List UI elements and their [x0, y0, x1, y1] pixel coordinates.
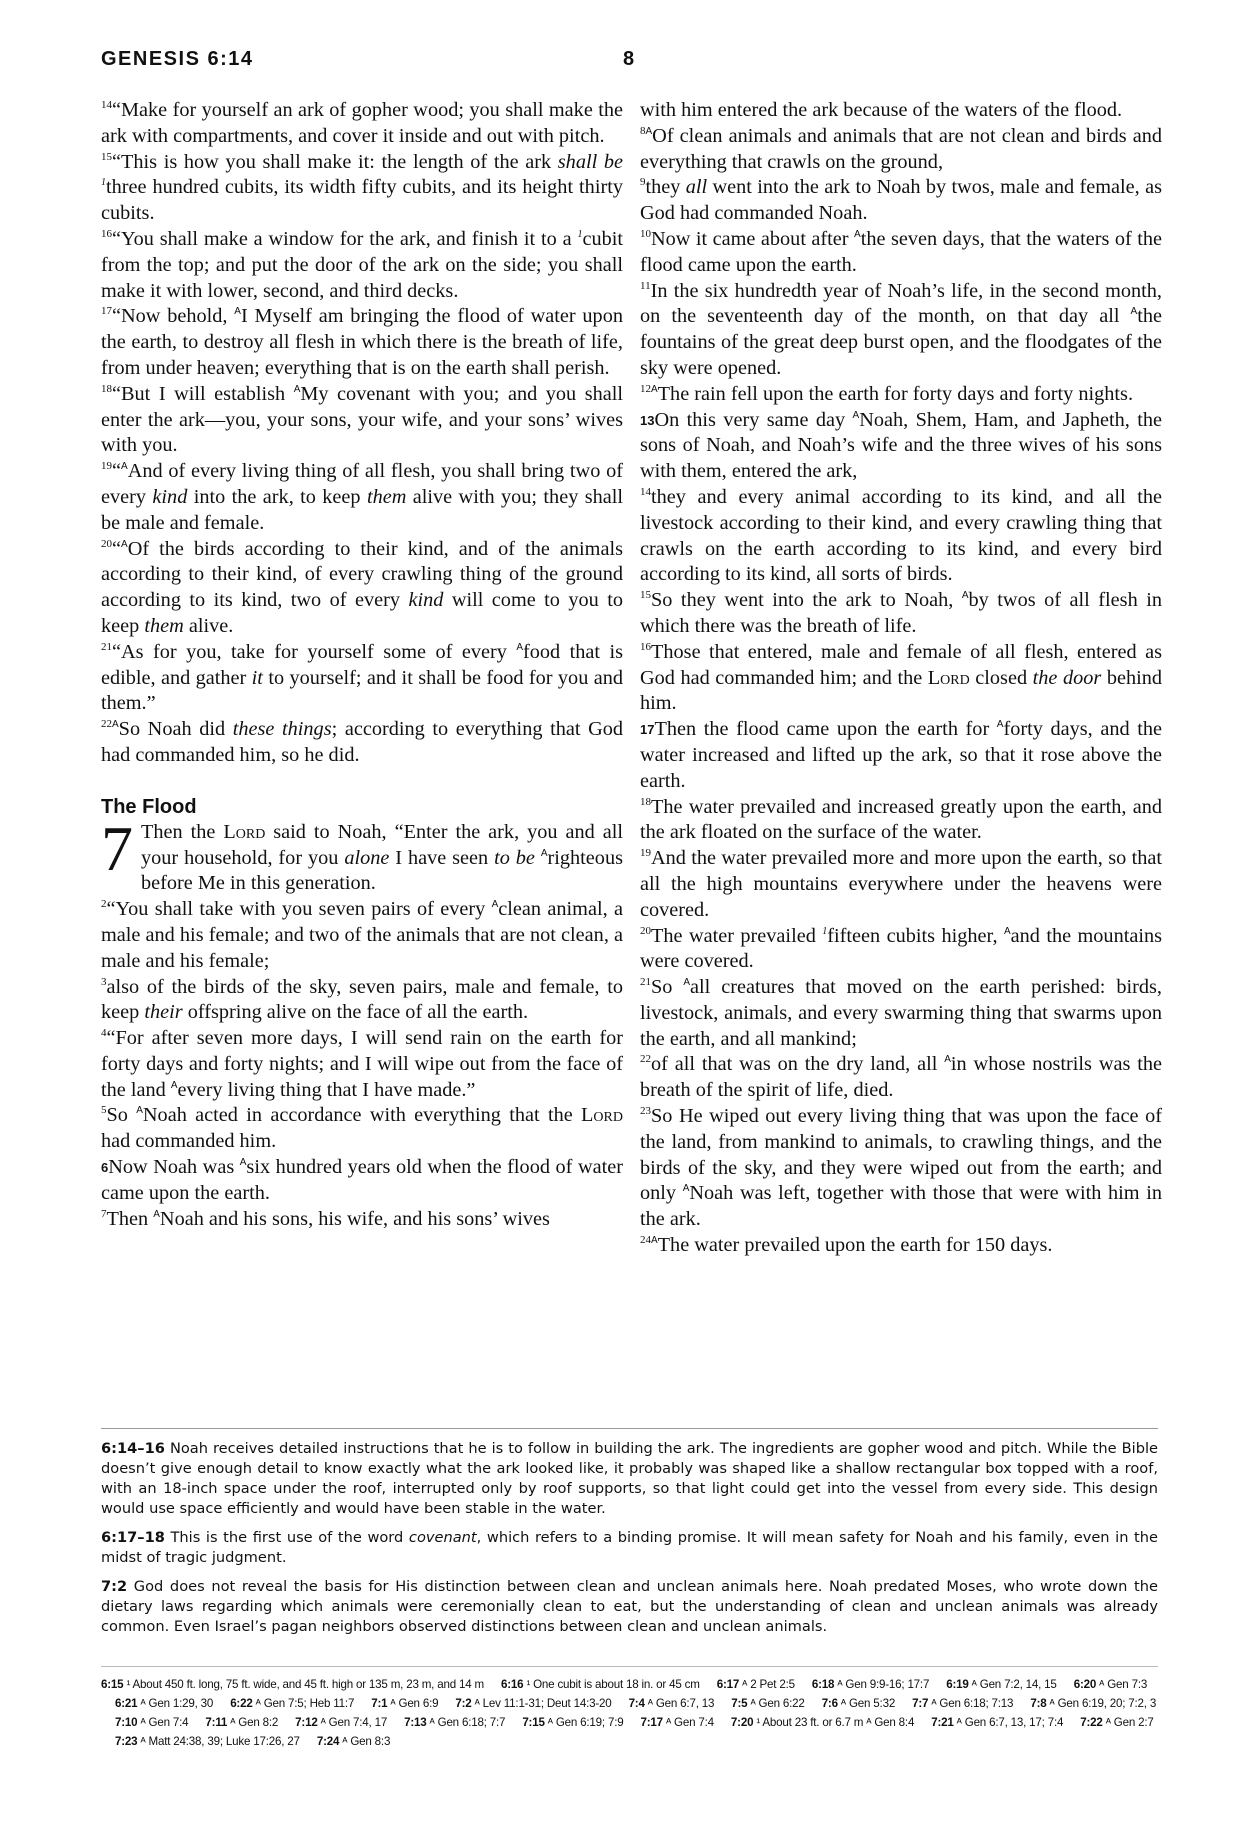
footnote-ref: 7:13	[404, 1716, 427, 1729]
left-column	[101, 98, 623, 1232]
page-header	[101, 48, 1149, 82]
verse-7-20: $^{20}$The water prevailed $^1$fifteen cubits higher, $^A$and the mountains were covered.	[640, 924, 1163, 973]
study-note: 6:17–18 This is the first use of the word covenant, which refers to a binding promise. It will mean safety for Noah and his family, even in the midst of tragic judgment.	[101, 1529, 1158, 1566]
footnote-text: ᴬ Gen 7:3	[1099, 1678, 1148, 1691]
footnote-ref: 7:20	[730, 1716, 754, 1729]
study-note: 6:14–16 Noah receives detailed instructions that he is to follow in building the ark. The ingredients are gopher wood and pitch. While the Bible doesn’t give enough detail to know exactly what the ark looked like, it probably was shaped like a shallow rectangular box topped with a roof, with an 18-inch space under the roof, interrupted only by roof supports, so that light could get into the vessel from every side. This design would use space efficiently and would have been stable in the water.	[101, 1440, 1159, 1517]
footnote-text: ᴬ Gen 8:2	[230, 1716, 279, 1729]
footnote-text: ¹ About 450 ft. long, 75 ft. wide, and 45 ft. high or 135 m, 23 m, and 14 m	[126, 1678, 484, 1691]
footnote-text: ᴬ Gen 7:5; Heb 11:7	[255, 1697, 355, 1710]
verse-7-7-cont: with him entered the ark because of the waters of the flood.	[640, 99, 1123, 121]
verse-7-7: $^7$Then $^A$Noah and his sons, his wife, and his sons’ wives	[101, 1207, 550, 1230]
verse-7-11: $^{11}$In the six hundredth year of Noah’s life, in the second month, on the seventeenth day of the month, on that day all $^A$the fountains of the great deep burst open, and the floodgates of the sky were opened.	[640, 279, 1162, 379]
verse-7-17: 17Then the flood came upon the earth for $^A$forty days, and the water increased and lifted up the ark, so that it rose above the earth.	[640, 718, 1162, 792]
verse-6-21: $^{21}$“As for you, take for yourself some of every $^A$food that is edible, and gather it to yourself; and it shall be food for you and them.”	[101, 640, 623, 715]
footnote-text: ᴬ Gen 6:9	[390, 1697, 439, 1710]
footnote-text: ᴬ 2 Pet 2:5	[742, 1678, 795, 1691]
footnote-text: ᴬ Gen 6:18; 7:7	[429, 1716, 506, 1729]
footnote-ref: 7:2	[455, 1697, 472, 1710]
footnote-ref: 7:12	[295, 1716, 318, 1729]
footnote-ref: 7:7	[912, 1697, 929, 1710]
footnote-text: ᴬ Gen 2:7	[1105, 1716, 1154, 1729]
study-notes	[101, 1428, 1158, 1646]
footnote-text: ᴬ Gen 6:7, 13	[647, 1697, 715, 1710]
verse-7-23: $^{23}$So He wiped out every living thing that was upon the face of the land, from mankind to animals, to crawling things, and the birds of the sky, and they were wiped out from the earth; and only $^A$Noah was left, together with those that were with him in the ark.	[640, 1105, 1162, 1231]
footnotes	[101, 1666, 1158, 1751]
footnote-ref: 6:22	[230, 1697, 253, 1710]
verse-6-15: $^{15}$“This is how you shall make it: the length of the ark shall be $^1$three hundred cubits, its width fifty cubits, and its height thirty cubits.	[101, 150, 624, 225]
footnote-text: ᴬ Gen 7:4, 17	[320, 1716, 388, 1729]
footnote-text: ᴬ Matt 24:38, 39; Luke 17:26, 27	[140, 1735, 300, 1748]
footnote-ref: 7:10	[115, 1716, 138, 1729]
footnote-text: ᴬ Lev 11:1-31; Deut 14:3-20	[474, 1697, 612, 1710]
verse-7-12: $^{12A}$The rain fell upon the earth for forty days and forty nights.	[640, 382, 1134, 405]
verse-7-5: $^5$So $^A$Noah acted in accordance with everything that the Lord had commanded him.	[101, 1104, 623, 1153]
verse-7-18: $^{18}$The water prevailed and increased greatly upon the earth, and the ark floated on the surface of the water.	[640, 795, 1162, 844]
footnote-ref: 7:21	[931, 1716, 954, 1729]
verse-7-3: $^3$also of the birds of the sky, seven pairs, male and female, to keep their offspring alive on the face of all the earth.	[101, 975, 623, 1024]
footnote-text: ᴬ Gen 5:32	[840, 1697, 896, 1710]
footnote-text: ¹ About 23 ft. or 6.7 m ᴬ Gen 8:4	[756, 1716, 915, 1729]
verse-7-9: $^9$they all went into the ark to Noah by twos, male and female, as God had commanded Noah.	[640, 176, 1162, 225]
footnote-text: ᴬ Gen 7:4	[140, 1716, 189, 1729]
footnote-ref: 7:8	[1030, 1697, 1047, 1710]
footnote-text: ᴬ Gen 9:9-16; 17:7	[837, 1678, 930, 1691]
verse-6-19: $^{19}$“$^A$And of every living thing of all flesh, you shall bring two of every kind into the ark, to keep them alive with you; they shall be male and female.	[101, 460, 624, 534]
footnote-ref: 6:15	[101, 1678, 124, 1691]
page-number: 8	[623, 48, 635, 70]
verse-7-19: $^{19}$And the water prevailed more and more upon the earth, so that all the high mountains everywhere under the heavens were covered.	[640, 847, 1162, 921]
footnote-ref: 7:1	[371, 1697, 388, 1710]
verse-7-6: 6Now Noah was $^A$six hundred years old when the flood of water came upon the earth.	[101, 1156, 623, 1204]
verse-6-22: $^{22A}$So Noah did these things; according to everything that God had commanded him, so he did.	[101, 718, 624, 766]
verse-6-20: $^{20}$“$^A$Of the birds according to their kind, and of the animals according to their kind, of every crawling thing of the ground according to its kind, two of every kind will come to you to keep them alive.	[101, 537, 624, 637]
footnote-text: ¹ One cubit is about 18 in. or 45 cm	[526, 1678, 700, 1691]
footnote-ref: 7:5	[731, 1697, 748, 1710]
footnote-ref: 7:22	[1080, 1716, 1103, 1729]
footnote-ref: 7:4	[628, 1697, 645, 1710]
verse-6-14: $^{14}$“Make for yourself an ark of gopher wood; you shall make the ark with compartments, and cover it inside and out with pitch.	[101, 99, 623, 147]
footnote-ref: 6:20	[1073, 1678, 1097, 1691]
footnote-ref: 6:17	[716, 1678, 740, 1691]
footnote-ref: 7:11	[205, 1716, 228, 1729]
section-heading: The Flood	[101, 795, 197, 818]
footnote-ref: 7:15	[522, 1716, 545, 1729]
footnote-ref: 7:6	[821, 1697, 838, 1710]
footnote-text: ᴬ Gen 6:19; 7:9	[547, 1716, 624, 1729]
footnote-ref: 6:16	[501, 1678, 524, 1691]
verse-6-17: $^{17}$“Now behold, $^A$I Myself am bringing the flood of water upon the earth, to destroy all flesh in which there is the breath of life, from under heaven; everything that is on the earth shall perish.	[101, 305, 623, 379]
footnote-ref: 6:19	[946, 1678, 969, 1691]
footnote-text: ᴬ Gen 8:3	[342, 1735, 391, 1748]
study-note: 7:2 God does not reveal the basis for His distinction between clean and unclean animals here. Noah predated Moses, who wrote down the dietary laws regarding which animals were ceremonially clean to eat, but the understanding of clean and unclean animals was already common. Even Israel’s pagan neighbors observed distinctions between clean and unclean animals.	[101, 1578, 1158, 1635]
footnote-ref: 6:18	[811, 1678, 835, 1691]
verse-7-4: $^4$“For after seven more days, I will send rain on the earth for forty days and forty nights; and I will wipe out from the face of the land $^A$every living thing that I have made.”	[101, 1027, 623, 1101]
verse-7-10: $^{10}$Now it came about after $^A$the seven days, that the waters of the flood came upon the earth.	[640, 227, 1162, 276]
footnote-text: ᴬ Gen 6:22	[750, 1697, 805, 1710]
verse-7-21: $^{21}$So $^A$all creatures that moved on the earth perished: birds, livestock, animals, and every swarming thing that swarms upon the earth, and all mankind;	[640, 976, 1162, 1050]
footnote-text: ᴬ Gen 1:29, 30	[140, 1697, 214, 1710]
running-head: GENESIS 6:14	[101, 48, 254, 70]
verse-7-16: $^{16}$Those that entered, male and female of all flesh, entered as God had commanded him; and the Lord closed the door behind him.	[640, 640, 1163, 715]
verse-7-15: $^{15}$So they went into the ark to Noah, $^A$by twos of all flesh in which there was the breath of life.	[640, 589, 1162, 637]
verse-7-1: 7 Then the Lord said to Noah, “Enter the ark, you and all your household, for you alone I have seen to be $^A$righteous before Me in this generation.	[101, 812, 623, 895]
footnote-ref: 7:23	[115, 1735, 138, 1748]
footnote-text: ᴬ Gen 7:2, 14, 15	[971, 1678, 1057, 1691]
footnote-ref: 7:17	[640, 1716, 663, 1729]
verse-7-8: $^{8A}$Of clean animals and animals that are not clean and birds and everything that crawls on the ground,	[640, 124, 1162, 173]
right-column	[640, 98, 1162, 1259]
verse-7-24: $^{24A}$The water prevailed upon the earth for 150 days.	[640, 1234, 1053, 1257]
footnote-text: ᴬ Gen 6:18; 7:13	[931, 1697, 1014, 1710]
verse-7-2: $^2$“You shall take with you seven pairs of every $^A$clean animal, a male and his female; and two of the animals that are not clean, a male and his female;	[101, 898, 623, 972]
footnote-ref: 7:24	[316, 1735, 340, 1748]
footnote-text: ᴬ Gen 7:4	[665, 1716, 714, 1729]
footnote-ref: 6:21	[115, 1697, 138, 1710]
footnote-text: ᴬ Gen 6:19, 20; 7:2, 3	[1049, 1697, 1157, 1710]
verse-7-22: $^{22}$of all that was on the dry land, all $^A$in whose nostrils was the breath of the spirit of life, died.	[640, 1053, 1162, 1102]
verse-7-13: 13On this very same day $^A$Noah, Shem, Ham, and Japheth, the sons of Noah, and Noah’s wife and the three wives of his sons with them, entered the ark,	[640, 408, 1162, 483]
chapter-number: 7	[101, 812, 133, 884]
verse-6-18: $^{18}$“But I will establish $^A$My covenant with you; and you shall enter the ark—you, your sons, your wife, and your sons’ wives with you.	[101, 382, 623, 457]
verse-6-16: $^{16}$“You shall make a window for the ark, and finish it to a $^1$cubit from the top; and put the door of the ark on the side; you shall make it with lower, second, and third decks.	[101, 227, 623, 302]
footnote-text: ᴬ Gen 6:7, 13, 17; 7:4	[956, 1716, 1064, 1729]
verse-7-14: $^{14}$they and every animal according to its kind, and all the livestock according to their kind, and every crawling thing that crawls on the earth according to its kind, and every bird according to its kind, all sorts of birds.	[640, 485, 1162, 586]
